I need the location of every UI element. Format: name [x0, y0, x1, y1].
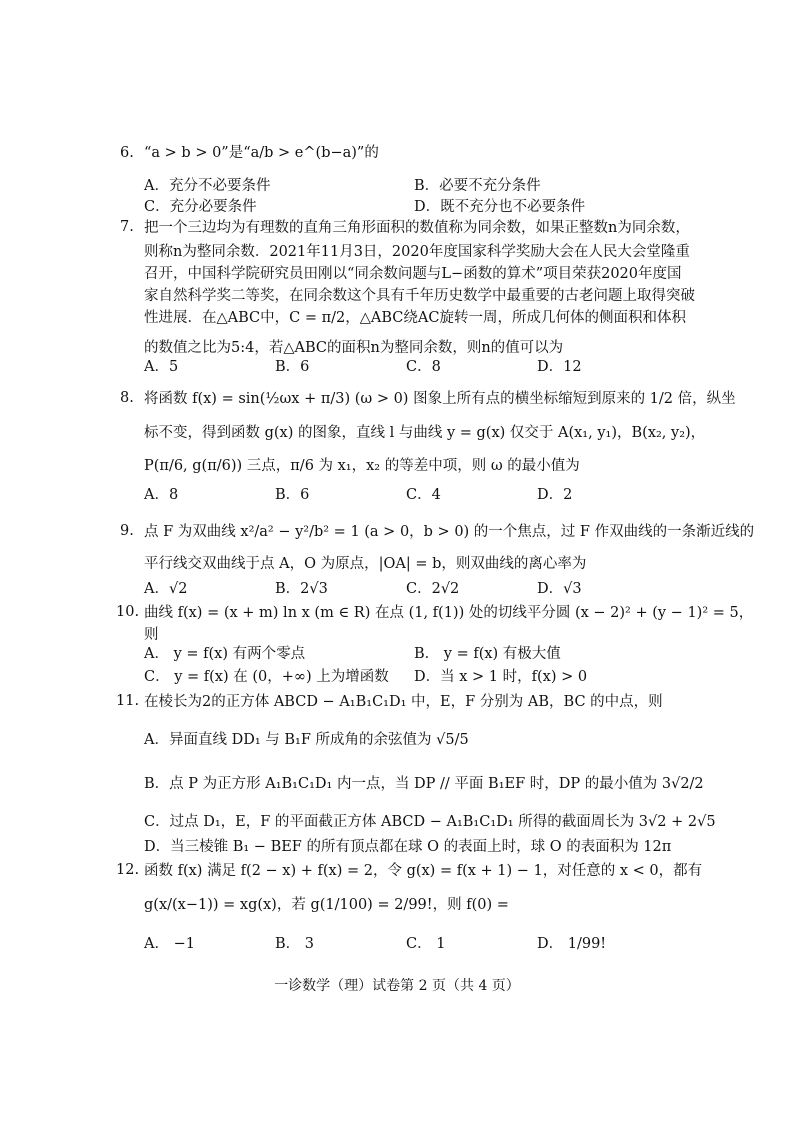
option-b: B．6 [275, 359, 310, 375]
question-7-line-3: 召开，中国科学院研究员田刚以“同余数问题与L−函数的算术”项目荣获2020年度国 [144, 266, 682, 282]
question-11-option-d: D．当三棱锥 B₁ − BEF 的所有顶点都在球 O 的表面上时，球 O 的表面积为 12π [144, 839, 672, 855]
question-12-line-1: 函数 f(x) 满足 f(2 − x) + f(x) = 2，令 g(x) = f(x + 1) − 1，对任意的 x < 0，都有 [144, 863, 703, 879]
question-stem: “a > b > 0”是“a/b > e^(b−a)”的 [144, 145, 379, 161]
question-12-options [144, 933, 684, 955]
option-a: A． −1 [144, 936, 195, 952]
option-c: C．2√2 [406, 581, 460, 597]
option-a: A．√2 [144, 581, 188, 597]
option-a: A．充分不必要条件 [144, 178, 271, 194]
option-a: A． y = f(x) 有两个零点 [144, 646, 306, 662]
question-6 [120, 142, 680, 164]
question-7-line-1: 把一个三边均为有理数的直角三角形面积的数值称为同余数，如果正整数n为同余数， [144, 220, 690, 236]
question-number: 8. [120, 390, 134, 406]
question-11-option-b: B．点 P 为正方形 A₁B₁C₁D₁ 内一点，当 DP // 平面 B₁EF 时，DP 的最小值为 3√2/2 [144, 776, 704, 792]
option-c: C．4 [406, 487, 441, 503]
question-9-line-2: 平行线交双曲线于点 A，O 为原点，|OA| = b，则双曲线的离心率为 [144, 556, 587, 572]
question-10-options [144, 644, 684, 690]
question-7-line-4: 家自然科学奖二等奖，在同余数这个具有千年历史数学中最重要的古老问题上取得突破 [144, 288, 695, 304]
question-9-options [144, 578, 684, 600]
question-11-option-c: C．过点 D₁，E，F 的平面截正方体 ABCD − A₁B₁C₁D₁ 所得的截面周长为 3√2 + 2√5 [144, 814, 716, 830]
question-7-line-2: 则称n为整同余数．2021年11月3日，2020年度国家科学奖励大会在人民大会堂隆重 [144, 244, 690, 260]
option-c: C． y = f(x) 在 (0，+∞) 上为增函数 [144, 669, 389, 685]
question-number: 11. [116, 693, 140, 709]
option-b: B．6 [275, 487, 310, 503]
question-number: 6. [120, 145, 134, 161]
question-10-line-2: 则 [144, 627, 159, 643]
option-c: C．充分必要条件 [144, 199, 257, 215]
option-b: B． 3 [275, 936, 314, 952]
option-a: A．5 [144, 359, 179, 375]
option-b: B． y = f(x) 有极大值 [414, 646, 561, 662]
option-d: D． 1/99! [537, 936, 607, 952]
question-7-options [144, 356, 684, 378]
option-c: C． 1 [406, 936, 446, 952]
question-number: 9. [120, 523, 134, 539]
question-8-options [144, 484, 684, 506]
option-d: D．2 [537, 487, 573, 503]
option-d: D．当 x > 1 时，f(x) > 0 [414, 669, 588, 685]
question-6-options [144, 176, 684, 218]
option-d: D．√3 [537, 581, 582, 597]
option-d: D．12 [537, 359, 582, 375]
question-9-line-1: 点 F 为双曲线 x²/a² − y²/b² = 1 (a > 0，b > 0) 的一个焦点，过 F 作双曲线的一条渐近线的 [144, 524, 755, 540]
question-11-option-a: A．异面直线 DD₁ 与 B₁F 所成角的余弦值为 √5/5 [144, 732, 469, 748]
question-10-line-1: 曲线 f(x) = (x + m) ln x (m ∈ R) 在点 (1, f(1)) 处的切线平分圆 (x − 2)² + (y − 1)² = 5， [144, 605, 754, 621]
question-8-line-2: 标不变，得到函数 g(x) 的图象，直线 l 与曲线 y = g(x) 仅交于 A(x₁, y₁)，B(x₂, y₂)， [144, 425, 706, 441]
question-12-line-2: g(x/(x−1)) = xg(x)，若 g(1/100) = 2/99!，则 f(0) = [144, 897, 509, 913]
question-number: 7. [120, 219, 134, 235]
question-number: 10. [116, 604, 140, 620]
option-b: B．2√3 [275, 581, 328, 597]
page-footer: 一诊数学（理）试卷第 2 页（共 4 页） [274, 978, 520, 994]
option-b: B．必要不充分条件 [414, 178, 541, 194]
question-7-line-6: 的数值之比为5:4，若△ABC的面积n为整同余数，则n的值可以为 [144, 340, 564, 356]
question-11-line-1: 在棱长为2的正方体 ABCD − A₁B₁C₁D₁ 中，E，F 分别为 AB，BC 的中点，则 [144, 694, 663, 710]
question-8-line-3: P(π/6, g(π/6)) 三点，π/6 为 x₁，x₂ 的等差中项，则 ω 的最小值为 [144, 458, 580, 474]
question-8-line-1: 将函数 f(x) = sin(½ωx + π/3) (ω > 0) 图象上所有点的横坐标缩短到原来的 1/2 倍，纵坐 [144, 391, 736, 407]
option-d: D．既不充分也不必要条件 [414, 199, 586, 215]
question-number: 12. [116, 862, 140, 878]
option-c: C．8 [406, 359, 441, 375]
option-a: A．8 [144, 487, 179, 503]
question-7-line-5: 性进展．在△ABC中，C = π/2，△ABC绕AC旋转一周，所成几何体的侧面积和体积 [144, 310, 686, 326]
